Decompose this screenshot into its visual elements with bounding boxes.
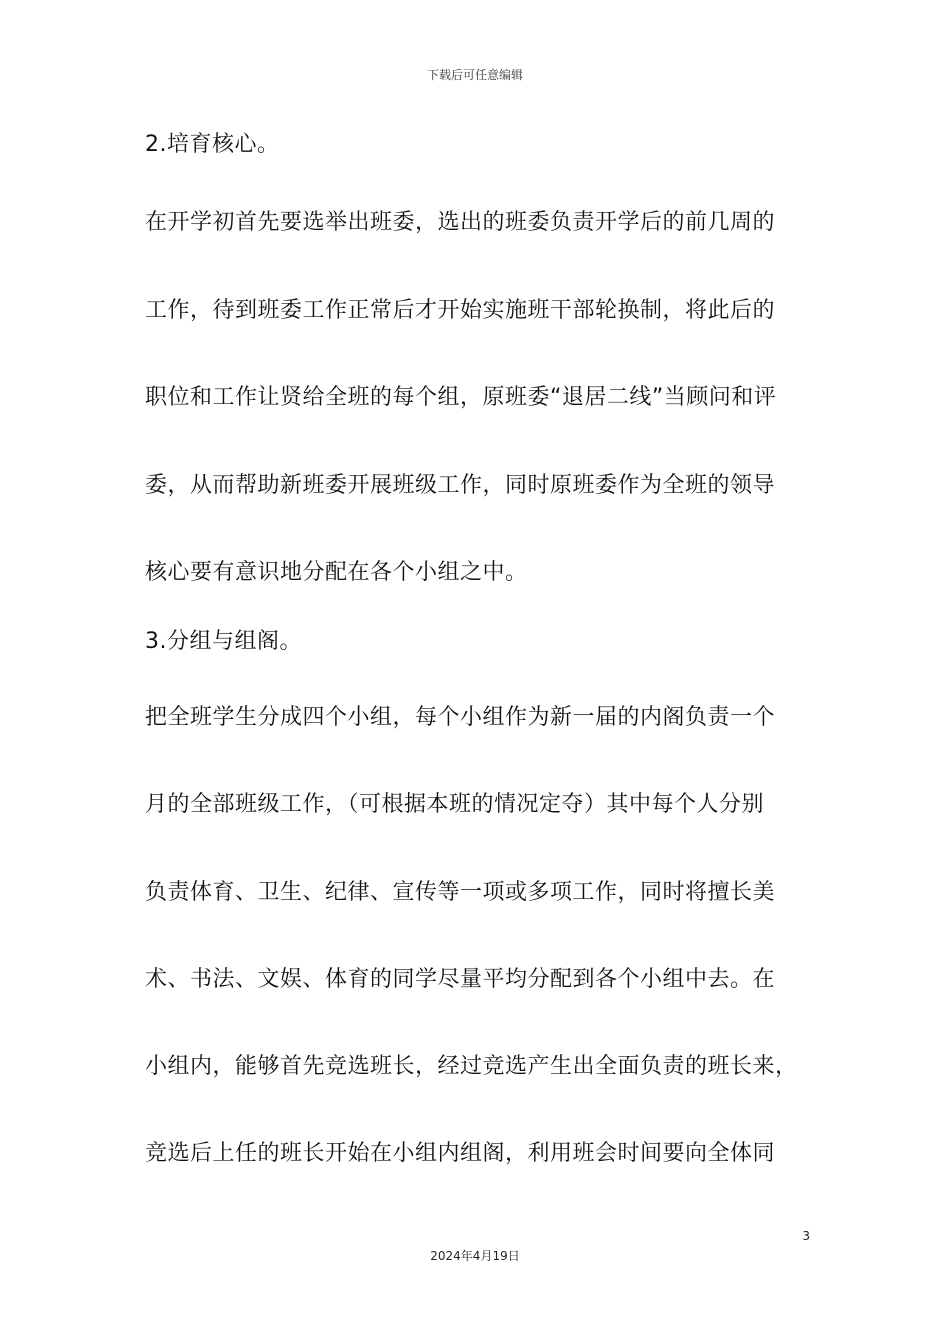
paragraph-line: 竞选后上任的班长开始在小组内组阁，利用班会时间要向全体同 <box>145 1141 776 1166</box>
paragraph-line: 职位和工作让贤给全班的每个组，原班委“退居二线”当顾问和评 <box>145 385 777 410</box>
page-header: 下载后可任意编辑 <box>426 68 523 82</box>
paragraph-line: 核心要有意识地分配在各个小组之中。 <box>145 560 528 585</box>
footer-date: 2024年4月19日 <box>430 1249 520 1263</box>
paragraph-line: 把全班学生分成四个小组，每个小组作为新一届的内阁负责一个 <box>145 705 776 730</box>
paragraph-line: 术、书法、文娱、体育的同学尽量平均分配到各个小组中去。在 <box>145 967 776 992</box>
heading-grouping: 3.分组与组阁。 <box>145 629 302 654</box>
paragraph-line: 月的全部班级工作，（可根据本班的情况定夺）其中每个人分别 <box>145 792 765 817</box>
paragraph-line: 工作，待到班委工作正常后才开始实施班干部轮换制，将此后的 <box>145 298 776 323</box>
paragraph-line: 在开学初首先要选举出班委，选出的班委负责开学后的前几周的 <box>145 210 776 235</box>
page-number: 3 <box>802 1229 810 1243</box>
paragraph-line: 负责体育、卫生、纪律、宣传等一项或多项工作，同时将擅长美 <box>145 880 776 905</box>
heading-cultivate-core: 2.培育核心。 <box>145 132 280 157</box>
paragraph-line: 小组内，能够首先竞选班长，经过竞选产生出全面负责的班长来， <box>145 1054 798 1079</box>
paragraph-line: 委，从而帮助新班委开展班级工作，同时原班委作为全班的领导 <box>145 473 776 498</box>
